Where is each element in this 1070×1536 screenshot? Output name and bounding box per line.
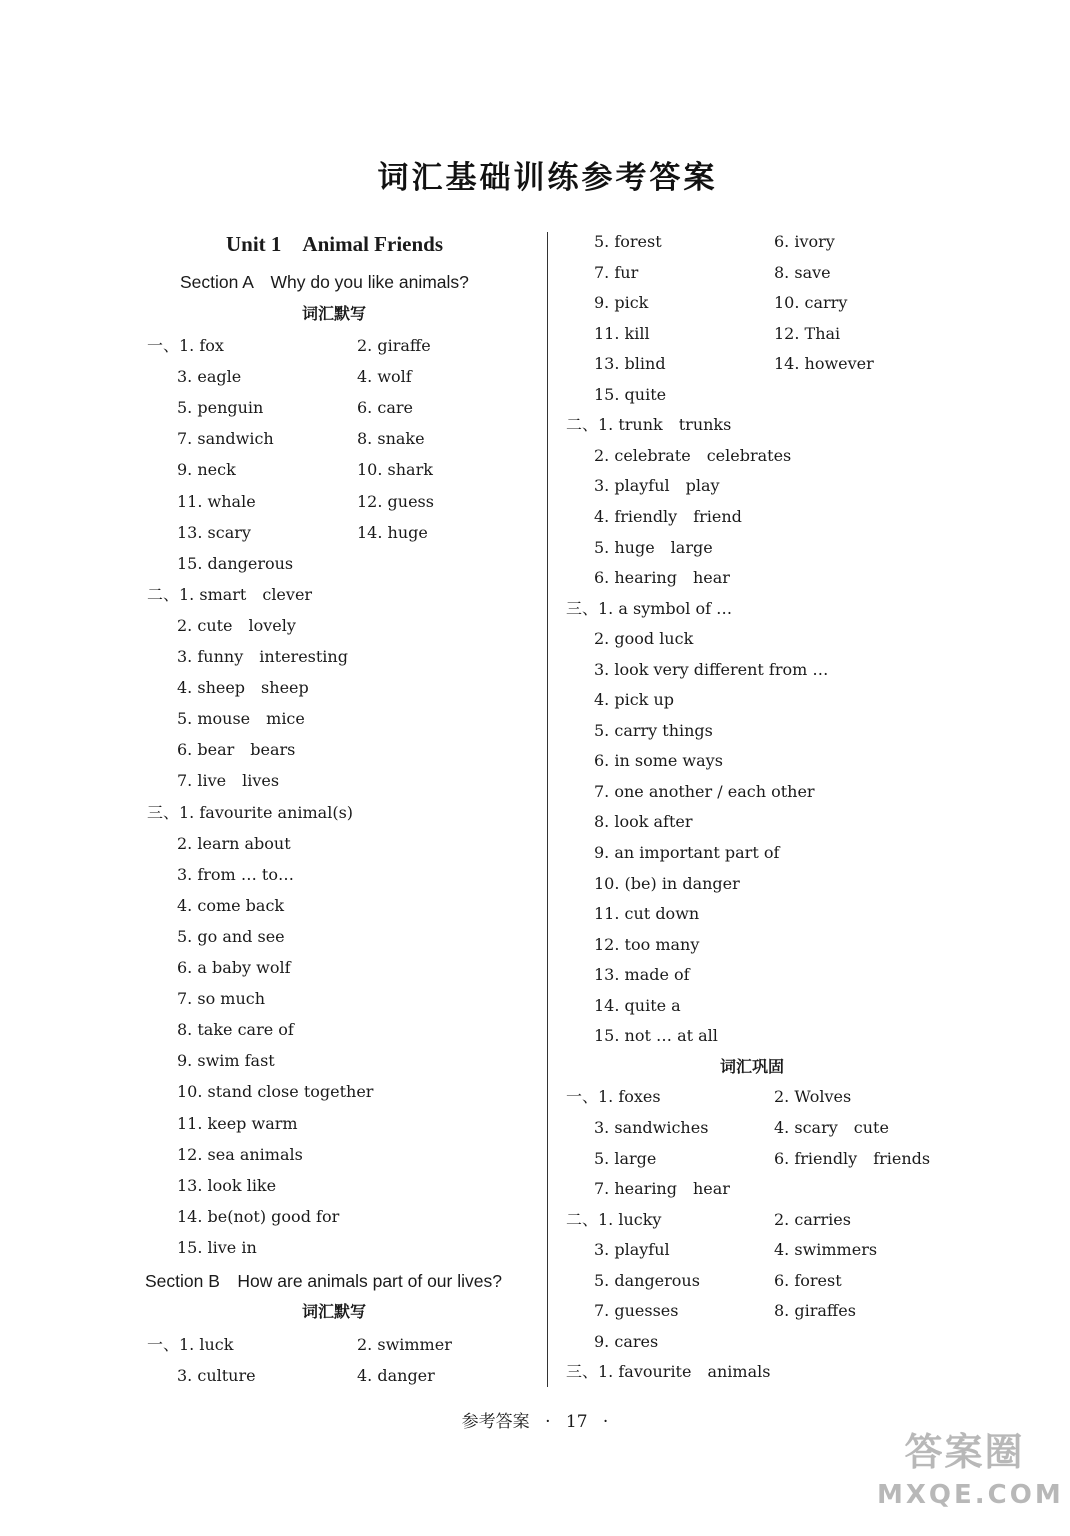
answer-item: 14. huge: [357, 522, 428, 542]
page-number: 17: [565, 1412, 588, 1432]
answer-item: 11. whale: [177, 491, 256, 511]
section-subheading: 词汇巩固: [720, 1056, 785, 1076]
answer-item: 7. so much: [177, 989, 266, 1009]
exercise-item-first: 二、1. lucky: [566, 1209, 662, 1229]
answer-item: 10. shark: [357, 460, 433, 480]
answer-item: 8. save: [774, 262, 831, 282]
exercise-item-first: 三、1. a symbol of …: [566, 598, 733, 618]
exercise-item-first: 二、1. smart clever: [147, 584, 313, 604]
answer-item: 7. sandwich: [177, 429, 274, 449]
section-title: Section A Why do you like animals?: [180, 272, 469, 292]
answer-item: 7. live lives: [177, 771, 280, 791]
exercise-item-first: 三、1. favourite animals: [566, 1362, 771, 1382]
answer-item: 2. Wolves: [774, 1087, 852, 1107]
answer-item: 7. fur: [594, 262, 639, 282]
answer-item: 11. keep warm: [177, 1113, 298, 1133]
answer-item: 4. scary cute: [774, 1117, 889, 1137]
answer-item: 3. sandwiches: [594, 1117, 709, 1137]
answer-item: 7. one another / each other: [594, 781, 815, 801]
answer-item: 2. carries: [774, 1209, 851, 1229]
answer-item: 6. in some ways: [594, 751, 723, 771]
watermark-logo: [877, 1426, 1064, 1536]
answer-item: 9. swim fast: [177, 1051, 275, 1071]
answer-item: 5. huge large: [594, 537, 713, 557]
answer-item: 9. pick: [594, 293, 649, 313]
answer-item: 8. snake: [357, 429, 425, 449]
section-subheading: 词汇默写: [302, 1302, 367, 1321]
answer-item: 4. pick up: [594, 690, 674, 710]
answer-item: 3. culture: [177, 1366, 256, 1386]
column-divider: [547, 232, 548, 1387]
answer-item: 12. too many: [594, 934, 700, 954]
answer-item: 5. forest: [594, 232, 662, 251]
answer-item: 6. a baby wolf: [177, 958, 291, 977]
answer-item: 2. learn about: [177, 833, 291, 853]
footer-dot-2: ·: [602, 1412, 609, 1432]
unit-title: Unit 1 Animal Friends: [226, 232, 444, 256]
section-title: Section B How are animals part of our lives?: [145, 1271, 502, 1291]
exercise-item-first: 一、1. foxes: [566, 1087, 661, 1107]
answer-item: 3. eagle: [177, 367, 242, 387]
answer-item: 10. stand close together: [177, 1082, 374, 1102]
watermark-line-1: 答案圈: [904, 1430, 1025, 1474]
answer-item: 4. wolf: [357, 367, 412, 387]
answer-item: 13. look like: [177, 1175, 277, 1195]
answer-item: 2. giraffe: [357, 336, 431, 355]
answer-item: 14. be(not) good for: [177, 1206, 340, 1226]
exercise-item-first: 三、1. favourite animal(s): [147, 802, 354, 822]
answer-item: 15. quite: [594, 384, 667, 404]
answer-item: 4. sheep sheep: [177, 678, 309, 698]
answer-item: 8. take care of: [177, 1020, 294, 1040]
answer-item: 9. neck: [177, 460, 236, 480]
answer-item: 5. dangerous: [594, 1270, 700, 1290]
answer-item: 11. cut down: [594, 904, 700, 924]
exercise-item-first: 一、1. luck: [147, 1335, 234, 1354]
answer-item: 7. guesses: [594, 1301, 679, 1321]
answer-item: 13. scary: [177, 522, 251, 542]
answer-item: 7. hearing hear: [594, 1179, 730, 1199]
answer-item: 9. cares: [594, 1331, 659, 1351]
answer-item: 3. from … to…: [177, 864, 294, 884]
answer-item: 15. live in: [177, 1237, 257, 1257]
answer-item: 6. bear bears: [177, 740, 296, 760]
answer-item: 8. giraffes: [774, 1301, 856, 1321]
answer-item: 15. not … at all: [594, 1026, 718, 1046]
footer-dot: ·: [545, 1412, 551, 1432]
section-subheading: 词汇默写: [302, 304, 367, 323]
answer-item: 2. swimmer: [357, 1335, 452, 1354]
answer-item: 4. swimmers: [774, 1240, 878, 1260]
answer-item: 6. forest: [774, 1270, 842, 1290]
watermark-line-2: MXQE.COM: [877, 1480, 1064, 1510]
answer-item: 12. sea animals: [177, 1144, 303, 1164]
answer-item: 2. cute lovely: [177, 615, 296, 635]
answer-item: 15. dangerous: [177, 553, 294, 573]
answer-item: 9. an important part of: [594, 843, 780, 862]
answer-item: 3. playful: [594, 1240, 670, 1260]
answer-item: 10. (be) in danger: [594, 873, 740, 893]
answer-item: 10. carry: [774, 293, 848, 313]
answer-item: 8. look after: [594, 812, 693, 832]
page-title: 词汇基础训练参考答案: [377, 160, 718, 196]
answer-item: 3. funny interesting: [177, 647, 348, 666]
answer-item: 5. carry things: [594, 720, 713, 740]
answer-item: 6. care: [357, 398, 413, 418]
answer-item: 2. celebrate celebrates: [594, 445, 792, 465]
answer-item: 11. kill: [594, 323, 650, 343]
answer-item: 6. ivory: [774, 232, 835, 251]
answer-item: 12. guess: [357, 491, 434, 511]
answer-item: 2. good luck: [594, 629, 694, 649]
answer-item: 6. hearing hear: [594, 568, 730, 588]
answer-item: 5. large: [594, 1148, 657, 1168]
answer-item: 5. go and see: [177, 926, 285, 946]
answer-item: 5. penguin: [177, 398, 264, 418]
exercise-item-first: 二、1. trunk trunks: [566, 415, 732, 435]
answer-item: 4. friendly friend: [594, 506, 742, 526]
answer-item: 13. made of: [594, 965, 690, 985]
answer-item: 4. danger: [357, 1366, 435, 1386]
answer-item: 3. look very different from …: [594, 659, 829, 679]
answer-item: 12. Thai: [774, 323, 841, 343]
answer-item: 14. quite a: [594, 995, 681, 1015]
footer-label: 参考答案: [461, 1412, 530, 1432]
answer-item: 14. however: [774, 354, 874, 374]
answer-item: 6. friendly friends: [774, 1148, 931, 1168]
answer-item: 3. playful play: [594, 476, 720, 496]
answer-item: 5. mouse mice: [177, 709, 305, 729]
answer-item: 4. come back: [177, 895, 285, 915]
exercise-item-first: 一、1. fox: [147, 336, 224, 355]
answer-item: 13. blind: [594, 354, 666, 374]
